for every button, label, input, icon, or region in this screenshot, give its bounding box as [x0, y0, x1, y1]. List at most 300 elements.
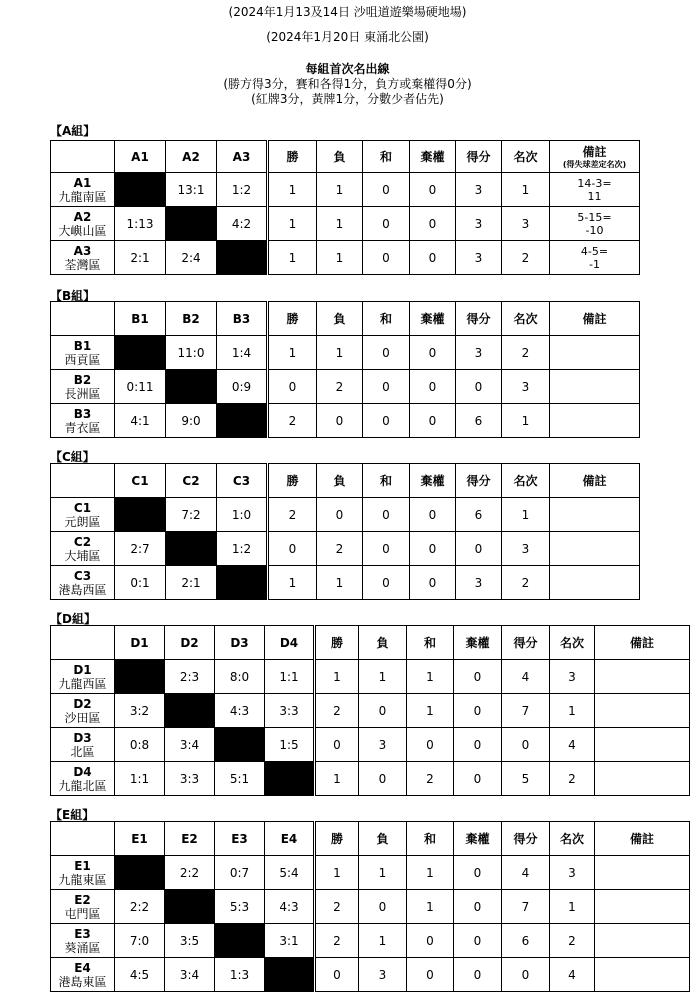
table-row	[51, 173, 640, 207]
stat-points: 7	[502, 890, 550, 924]
column-header-team: C1	[115, 464, 166, 498]
stat-forfeit: 0	[410, 370, 456, 404]
remarks-header-note: (得失球差定名次)	[562, 160, 627, 169]
remarks-cell	[550, 498, 640, 532]
column-header-team: B3	[217, 302, 268, 336]
stat-draw: 0	[407, 958, 454, 992]
team-district: 九龍南區	[58, 189, 107, 204]
stat-rank: 1	[502, 498, 550, 532]
column-header-team: A3	[217, 141, 268, 173]
column-header-rank: 名次	[550, 626, 595, 660]
remarks-cell	[550, 404, 640, 438]
team-district: 北區	[70, 744, 95, 759]
remarks-cell	[550, 207, 640, 241]
stat-points: 0	[456, 370, 502, 404]
team-code: C3	[73, 568, 92, 583]
match-score: 4:2	[217, 207, 268, 241]
column-header-rank: 名次	[550, 822, 595, 856]
stat-win: 1	[315, 762, 359, 796]
table-row	[51, 890, 690, 924]
stat-rank: 4	[550, 958, 595, 992]
header-row	[51, 626, 690, 660]
match-score: 2:1	[166, 566, 217, 600]
column-header-forfeit: 棄權	[410, 141, 456, 173]
header-corner	[51, 626, 115, 660]
remarks-cell	[595, 890, 690, 924]
remarks-cell	[595, 924, 690, 958]
stat-draw: 0	[363, 498, 410, 532]
remarks-line: 11	[587, 189, 602, 203]
column-header-points: 得分	[502, 626, 550, 660]
stat-rank: 2	[550, 924, 595, 958]
stat-win: 0	[268, 370, 317, 404]
venue-line-1: (2024年1月13及14日 沙咀道遊樂場硬地場)	[228, 5, 467, 19]
stat-win: 2	[268, 498, 317, 532]
table-row	[51, 694, 690, 728]
column-header-draw: 和	[363, 141, 410, 173]
stat-forfeit: 0	[410, 404, 456, 438]
column-header-team: D2	[165, 626, 215, 660]
team-cell	[51, 241, 115, 275]
match-score: 13:1	[166, 173, 217, 207]
venue-line-2: (2024年1月20日 東涌北公園)	[266, 30, 429, 44]
table-row	[51, 958, 690, 992]
team-code: C1	[73, 500, 92, 515]
self-match-cell	[217, 241, 268, 275]
stat-win: 1	[268, 336, 317, 370]
column-header-remarks	[595, 626, 690, 660]
stat-loss: 3	[359, 728, 407, 762]
table-row	[51, 207, 640, 241]
table-row	[51, 762, 690, 796]
stat-loss: 1	[359, 660, 407, 694]
stat-rank: 2	[502, 241, 550, 275]
stat-rank: 3	[550, 856, 595, 890]
group-table	[50, 301, 640, 438]
header-corner	[51, 822, 115, 856]
rules-line-2: (紅牌3分，黃牌1分，分數少者佔先)	[251, 92, 444, 106]
team-code: E4	[74, 960, 91, 975]
self-match-cell	[265, 958, 315, 992]
stat-win: 1	[268, 207, 317, 241]
header-row	[51, 302, 640, 336]
self-match-cell	[165, 890, 215, 924]
stat-win: 2	[315, 694, 359, 728]
stat-loss: 1	[359, 924, 407, 958]
team-code: B1	[73, 338, 92, 353]
team-district: 元朗區	[64, 514, 101, 529]
match-score: 1:0	[217, 498, 268, 532]
header-row	[51, 822, 690, 856]
stat-rank: 2	[502, 336, 550, 370]
column-header-win: 勝	[268, 302, 317, 336]
stat-points: 3	[456, 336, 502, 370]
column-header-team: E1	[115, 822, 165, 856]
column-header-team: E4	[265, 822, 315, 856]
stat-draw: 1	[407, 660, 454, 694]
table-row	[51, 728, 690, 762]
stat-loss: 0	[317, 498, 363, 532]
column-header-team: D1	[115, 626, 165, 660]
table-row	[51, 404, 640, 438]
header-corner	[51, 302, 115, 336]
match-score: 2:7	[115, 532, 166, 566]
stat-rank: 2	[502, 566, 550, 600]
column-header-points: 得分	[502, 822, 550, 856]
stat-draw: 0	[363, 532, 410, 566]
remarks-header-label: 備註	[629, 636, 654, 650]
stat-draw: 2	[407, 762, 454, 796]
match-score: 4:1	[115, 404, 166, 438]
team-code: D1	[73, 662, 92, 677]
remarks-header-label: 備註	[582, 474, 607, 488]
team-district: 大嶼山區	[58, 223, 107, 238]
stat-rank: 2	[550, 762, 595, 796]
table-row	[51, 336, 640, 370]
match-score: 3:3	[165, 762, 215, 796]
match-score: 0:11	[115, 370, 166, 404]
stat-draw: 0	[363, 173, 410, 207]
team-district: 九龍西區	[58, 676, 107, 691]
self-match-cell	[115, 856, 165, 890]
stat-points: 0	[502, 728, 550, 762]
match-score: 4:5	[115, 958, 165, 992]
remarks-cell	[595, 762, 690, 796]
remarks-line: -1	[589, 257, 600, 271]
remarks-cell	[595, 660, 690, 694]
stat-draw: 1	[407, 890, 454, 924]
team-cell	[51, 728, 115, 762]
self-match-cell	[115, 498, 166, 532]
stat-forfeit: 0	[454, 856, 502, 890]
rules-line-1: (勝方得3分，賽和各得1分，負方或棄權得0分)	[223, 77, 472, 91]
stat-forfeit: 0	[454, 924, 502, 958]
stat-points: 0	[502, 958, 550, 992]
team-code: A2	[73, 209, 92, 224]
match-score: 3:3	[265, 694, 315, 728]
match-score: 5:4	[265, 856, 315, 890]
match-score: 2:2	[115, 890, 165, 924]
group-table	[50, 140, 640, 275]
column-header-team: A2	[166, 141, 217, 173]
stat-forfeit: 0	[410, 241, 456, 275]
stat-win: 2	[315, 890, 359, 924]
column-header-loss: 負	[359, 822, 407, 856]
stat-win: 1	[268, 241, 317, 275]
match-score: 3:1	[265, 924, 315, 958]
stat-rank: 3	[502, 207, 550, 241]
column-header-remarks	[550, 302, 640, 336]
stat-win: 2	[315, 924, 359, 958]
match-score: 0:8	[115, 728, 165, 762]
team-district: 九龍北區	[58, 778, 107, 793]
match-score: 1:5	[265, 728, 315, 762]
column-header-loss: 負	[317, 464, 363, 498]
match-score: 2:3	[165, 660, 215, 694]
stat-points: 4	[502, 856, 550, 890]
match-score: 8:0	[215, 660, 265, 694]
team-cell	[51, 762, 115, 796]
group-label: 【A組】	[50, 124, 96, 138]
team-cell	[51, 566, 115, 600]
self-match-cell	[165, 694, 215, 728]
match-score: 7:0	[115, 924, 165, 958]
stat-loss: 1	[359, 856, 407, 890]
self-match-cell	[115, 173, 166, 207]
self-match-cell	[217, 566, 268, 600]
stat-rank: 1	[502, 404, 550, 438]
column-header-remarks	[550, 141, 640, 173]
stat-rank: 3	[502, 370, 550, 404]
stat-rank: 1	[550, 890, 595, 924]
stat-loss: 0	[359, 890, 407, 924]
team-cell	[51, 532, 115, 566]
match-score: 2:2	[165, 856, 215, 890]
stat-forfeit: 0	[454, 890, 502, 924]
remarks-cell	[550, 336, 640, 370]
column-header-points: 得分	[456, 302, 502, 336]
match-score: 1:2	[217, 532, 268, 566]
stat-points: 3	[456, 566, 502, 600]
table-row	[51, 660, 690, 694]
remarks-cell	[595, 694, 690, 728]
match-score: 3:4	[165, 958, 215, 992]
stat-loss: 1	[317, 207, 363, 241]
header-corner	[51, 141, 115, 173]
column-header-team: A1	[115, 141, 166, 173]
stat-points: 6	[456, 498, 502, 532]
self-match-cell	[115, 336, 166, 370]
stat-forfeit: 0	[410, 336, 456, 370]
team-code: E3	[74, 926, 91, 941]
team-district: 屯門區	[64, 906, 101, 921]
group-table	[50, 625, 690, 796]
team-district: 九龍東區	[58, 872, 107, 887]
match-score: 1:1	[265, 660, 315, 694]
column-header-draw: 和	[363, 302, 410, 336]
remarks-cell	[595, 958, 690, 992]
group-table	[50, 463, 640, 600]
match-score: 9:0	[166, 404, 217, 438]
column-header-points: 得分	[456, 141, 502, 173]
match-score: 2:4	[166, 241, 217, 275]
stat-points: 7	[502, 694, 550, 728]
match-score: 11:0	[166, 336, 217, 370]
stat-points: 3	[456, 173, 502, 207]
stat-draw: 0	[363, 566, 410, 600]
match-score: 2:1	[115, 241, 166, 275]
team-district: 葵涌區	[64, 940, 101, 955]
team-district: 大埔區	[64, 548, 101, 563]
table-row	[51, 370, 640, 404]
stat-draw: 1	[407, 694, 454, 728]
team-cell	[51, 173, 115, 207]
match-score: 5:3	[215, 890, 265, 924]
table-row	[51, 856, 690, 890]
stat-forfeit: 0	[410, 207, 456, 241]
match-score: 0:7	[215, 856, 265, 890]
match-score: 1:1	[115, 762, 165, 796]
match-score: 7:2	[166, 498, 217, 532]
team-code: A3	[73, 243, 92, 258]
column-header-rank: 名次	[502, 141, 550, 173]
header-row	[51, 141, 640, 173]
stat-points: 6	[456, 404, 502, 438]
stat-forfeit: 0	[454, 694, 502, 728]
stat-loss: 0	[359, 694, 407, 728]
column-header-forfeit: 棄權	[454, 822, 502, 856]
header-corner	[51, 464, 115, 498]
column-header-loss: 負	[317, 141, 363, 173]
match-score: 5:1	[215, 762, 265, 796]
column-header-draw: 和	[407, 626, 454, 660]
column-header-win: 勝	[268, 464, 317, 498]
match-score: 3:5	[165, 924, 215, 958]
stat-points: 3	[456, 241, 502, 275]
stat-forfeit: 0	[410, 498, 456, 532]
table-row	[51, 241, 640, 275]
remarks-cell	[595, 728, 690, 762]
match-score: 1:3	[215, 958, 265, 992]
stat-draw: 0	[407, 924, 454, 958]
stat-points: 5	[502, 762, 550, 796]
stat-loss: 1	[317, 173, 363, 207]
stat-win: 0	[315, 728, 359, 762]
table-row	[51, 532, 640, 566]
stat-forfeit: 0	[454, 660, 502, 694]
stat-win: 1	[268, 566, 317, 600]
stat-draw: 0	[363, 336, 410, 370]
column-header-team: C3	[217, 464, 268, 498]
group-label: 【D組】	[50, 612, 96, 626]
team-cell	[51, 404, 115, 438]
self-match-cell	[166, 532, 217, 566]
column-header-forfeit: 棄權	[454, 626, 502, 660]
match-score: 1:13	[115, 207, 166, 241]
remarks-line: 4-5=	[580, 244, 609, 258]
match-score: 1:2	[217, 173, 268, 207]
column-header-rank: 名次	[502, 464, 550, 498]
stat-forfeit: 0	[410, 173, 456, 207]
team-code: A1	[73, 175, 92, 190]
group-table	[50, 821, 690, 992]
column-header-draw: 和	[363, 464, 410, 498]
team-cell	[51, 890, 115, 924]
match-score: 4:3	[265, 890, 315, 924]
stat-rank: 3	[502, 532, 550, 566]
match-score: 3:2	[115, 694, 165, 728]
column-header-team: D3	[215, 626, 265, 660]
team-cell	[51, 924, 115, 958]
stat-draw: 0	[407, 728, 454, 762]
stat-win: 2	[268, 404, 317, 438]
stat-win: 0	[268, 532, 317, 566]
column-header-team: E3	[215, 822, 265, 856]
stat-rank: 1	[502, 173, 550, 207]
stat-draw: 1	[407, 856, 454, 890]
stat-win: 1	[315, 660, 359, 694]
stat-forfeit: 0	[410, 532, 456, 566]
group-label: 【C組】	[50, 450, 95, 464]
stat-loss: 2	[317, 532, 363, 566]
team-cell	[51, 336, 115, 370]
team-code: E2	[74, 892, 91, 907]
remarks-cell	[550, 241, 640, 275]
team-cell	[51, 856, 115, 890]
column-header-win: 勝	[315, 822, 359, 856]
team-code: E1	[74, 858, 91, 873]
column-header-team: D4	[265, 626, 315, 660]
self-match-cell	[166, 370, 217, 404]
table-row	[51, 924, 690, 958]
team-district: 港島西區	[58, 582, 107, 597]
remarks-header-label: 備註	[582, 145, 607, 159]
stat-forfeit: 0	[454, 728, 502, 762]
remarks-header-label: 備註	[629, 832, 654, 846]
remarks-line: 14-3=	[577, 176, 612, 190]
team-cell	[51, 498, 115, 532]
remarks-line: 5-15=	[577, 210, 612, 224]
stat-loss: 0	[359, 762, 407, 796]
match-score: 0:9	[217, 370, 268, 404]
column-header-win: 勝	[268, 141, 317, 173]
match-score: 0:1	[115, 566, 166, 600]
team-code: D2	[73, 696, 92, 711]
match-score: 4:3	[215, 694, 265, 728]
stat-points: 6	[502, 924, 550, 958]
column-header-loss: 負	[317, 302, 363, 336]
team-cell	[51, 694, 115, 728]
stat-draw: 0	[363, 241, 410, 275]
stat-forfeit: 0	[454, 762, 502, 796]
team-district: 荃灣區	[64, 257, 101, 272]
team-district: 西貢區	[64, 352, 101, 367]
column-header-remarks	[595, 822, 690, 856]
stat-draw: 0	[363, 370, 410, 404]
stat-forfeit: 0	[454, 958, 502, 992]
team-cell	[51, 207, 115, 241]
remarks-cell	[550, 566, 640, 600]
stat-rank: 3	[550, 660, 595, 694]
column-header-remarks	[550, 464, 640, 498]
column-header-rank: 名次	[502, 302, 550, 336]
column-header-points: 得分	[456, 464, 502, 498]
remarks-line: -10	[585, 223, 604, 237]
self-match-cell	[166, 207, 217, 241]
rules-title: 每組首次名出線	[305, 62, 390, 76]
team-district: 青衣區	[64, 420, 101, 435]
rules-block	[0, 62, 695, 107]
stat-points: 0	[456, 532, 502, 566]
self-match-cell	[265, 762, 315, 796]
team-code: D3	[73, 730, 92, 745]
remarks-cell	[550, 532, 640, 566]
remarks-cell	[595, 856, 690, 890]
stat-rank: 4	[550, 728, 595, 762]
column-header-team: C2	[166, 464, 217, 498]
team-cell	[51, 370, 115, 404]
self-match-cell	[215, 924, 265, 958]
team-code: D4	[73, 764, 92, 779]
group-label: 【B組】	[50, 289, 96, 303]
column-header-win: 勝	[315, 626, 359, 660]
stat-draw: 0	[363, 207, 410, 241]
team-district: 沙田區	[64, 710, 101, 725]
table-row	[51, 498, 640, 532]
stat-rank: 1	[550, 694, 595, 728]
team-cell	[51, 660, 115, 694]
stat-win: 0	[315, 958, 359, 992]
